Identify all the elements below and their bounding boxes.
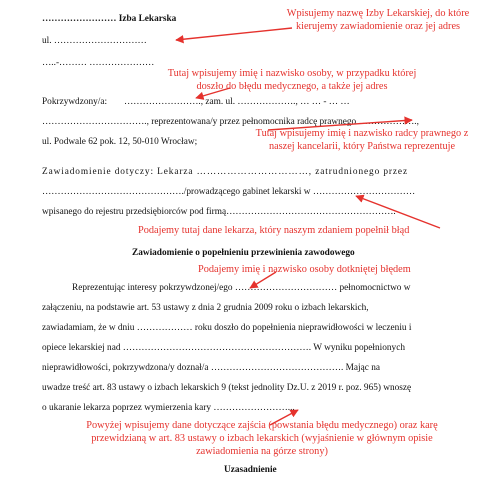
street-line: ul. …………………………: [42, 36, 147, 46]
zaw-dotyczy-line-2: ………………………………………./prowadzącego gabinet lekarski w ……………………………: [42, 187, 416, 197]
reprezentowany-line: ……………………………., reprezentowana/y przez pełnomocnika radcę prawnego ……………….,: [42, 117, 419, 127]
annotation-osoba: Podajemy imię i nazwisko osoby dotkniętej błędem: [198, 264, 411, 275]
annotation-zajscie-line-1: Powyżej wpisujemy dane dotyczące zajścia (powstania błędu medycznego) oraz karę: [86, 420, 438, 431]
document-title: Zawiadomienie o popełnieniu przewinienia zawodowego: [132, 248, 355, 258]
annotation-izba-line-1: Wpisujemy nazwę Izby Lekarskiej, do które: [286, 8, 470, 19]
annotation-izba: [262, 7, 494, 33]
body-line-7: o ukaranie lekarza poprzez wymierzenia kary ……………………...: [42, 403, 295, 413]
izba-lekarska-heading: …………………… Izba Lekarska: [42, 14, 177, 24]
zaw-dotyczy-line-1: Zawiadomienie dotyczy: Lekarza ……………………………, zatrudnionego przez: [42, 167, 408, 177]
annotation-lekarz: Podajemy tutaj dane lekarza, który naszym zdaniem popełnił błąd: [138, 225, 410, 236]
annotation-radca-line-2: naszej kancelarii, który Państwa reprezentuje: [268, 141, 456, 152]
annotation-pokrzywdzony-line-1: Tutaj wpisujemy imię i nazwisko osoby, w przypadku której: [167, 68, 417, 79]
body-line-1: Reprezentując interesy pokrzywdzonej/ego …………………………… pełnomocnictwo w: [72, 283, 411, 293]
annotation-zajscie-line-3: zawiadomienia na górze strony): [196, 446, 328, 457]
body-line-3: zawiadamiam, że w dniu ……………… roku doszło do popełnienia nieprawidłowości w leczeniu i: [42, 323, 412, 333]
body-line-5: nieprawidłowości, pokrzywdzona/y doznał/a ……………………………………. Mając na: [42, 363, 380, 373]
kancelaria-address: ul. Podwale 62 pok. 12, 50-010 Wrocław;: [42, 137, 198, 147]
pokrzywdzony-fields: ……………………., zam. ul. ………………., … … - … …: [124, 97, 350, 107]
annotation-izba-line-2: kierujemy zawiadomienie oraz jej adres: [295, 21, 461, 32]
annotation-pokrzywdzony: [142, 67, 442, 93]
zaw-dotyczy-line-3: wpisanego do rejestru przedsiębiorców pod firmą……………………………………………….: [42, 207, 396, 217]
annotation-radca: [232, 127, 492, 153]
annotation-pokrzywdzony-line-2: doszło do błędu medycznego, a także jej adres: [196, 81, 388, 92]
annotation-zajscie-line-2: przewidzianą w art. 83 ustawy o izbach lekarskich (wyjaśnienie w głównym opisie: [91, 433, 433, 444]
body-line-2: załączeniu, na podstawie art. 53 ustawy z dnia 2 grudnia 2009 roku o izbach lekarskich,: [42, 303, 369, 313]
postal-line: …..-……… …………………: [42, 58, 155, 68]
body-line-4: opiece lekarskiej nad ……………………………………………………. W wyniku popełnionych: [42, 343, 405, 353]
body-line-6: uwadze treść art. 83 ustawy o izbach lekarskich 9 (tekst jednolity Dz.U. z 2019 r. poz. 965) wnoszę: [42, 383, 412, 393]
uzasadnienie-heading: Uzasadnienie: [224, 465, 277, 475]
annotation-zajscie: [42, 419, 482, 458]
annotation-radca-line-1: Tutaj wpisujemy imię i nazwisko radcy prawnego z: [255, 128, 469, 139]
document-page: [14, 0, 498, 500]
pokrzywdzony-label: Pokrzywdzony/a:: [42, 97, 108, 107]
